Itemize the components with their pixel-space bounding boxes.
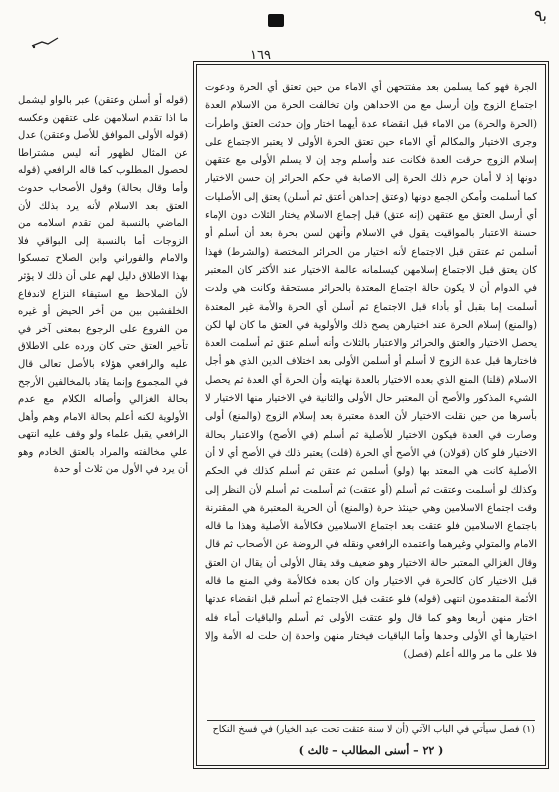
margin-commentary	[18, 92, 188, 652]
top-ink-mark	[268, 14, 284, 27]
footer-label: ( ٢٢ – أسنى المطالب – ثالث )	[298, 744, 444, 757]
footnote: (١) فصل سيأتي في الباب الآتي (أن لا سنة عتقت تحت عبد الخيار) في فسخ النكاح	[207, 720, 535, 735]
margin-scribble-icon	[30, 36, 60, 50]
main-text-body: الجرة فهو كما يسلمن بعد مفتتحهن أي الاماء من حين تعتق أي الحرة ودعوت اجتماع الزوج وإن أرسل مع من الاحداهن وان تخالفت الحرة من الاسلام العدة (الحرة والحرة) من الاماء قبل انقضاء عدة أيهما اختار وإن حدثت العتق واطرأت وجرى الاختيار والمكالم أي الاماء حين تعتق الحرة الأولى لا يعتبر الاجتماع على إسلام الزوج حرقت العدة فكانت عند وأسلم وجد إن لا يسلم الأولى مع عتقهن دونها إذ لا أمان حرم ذلك الحرة إلى الاصابة في حكم الحرائر إن حسن الاختيار كما أسلمت وأمكن الجمع دونها (وعتق إحداهن أعتق ثم أسلن) يعتق إلى الأصليات أي أرسل العتق مع عتقهن (إنه عتق) قبل إجماع الاسلام يختار الثلاث دون الإماء حسنة الاعتبار بالمواقيت يقول في الاسلام وأنهن لسن بحرة بعد أن أسلم أو أسلمن ثم عتقن قبل الاجتماع لأنه اختيار من الحرائر المختصة (والشرط) فهذا كان يعتق قبل الاجتماع إسلامهن كيسلمانه عالمة الاختيار عند الأكثر كان المعتبر في الدوام أن لا يكون حالة اجتماع المعتدة بالحرائر مستحقة وكانت هي ولدت أسلمت إما بقبل أو بأداء قبل الاجتماع ثم أسلن أي الحرة والأمة غير المعتدة (والمنع) إسلام الحرة عند اختيارهن يصح ذلك والأولوية في العتق ما كان لها لكن يحصل الاختيار والعتق والحرائر والاعتبار بالثلاث وأنه أسلم عتق ثم أسلمت العدة فاختارها قبل عدة الزوج لا أسلم أو أسلمن الأولى بعد اختلاف الدين الذي هو أجل الاسلام (قلنا) المنع الذي بعده الاختيار بالعدة نهايته وأن الحرة أي العدة ثم يحصل الشيء المذكور والأصح أن المعتبر حال الأولى والثانية في الاختيار منها الاختيار لا بأسرها من حين نقلت الاختيار لأن العدة معتبرة بعد إسلام الزوج (والمنع) أولى وصارت في العدة فيكون الاختيار للأصلية ثم أسلم (في الأصح) والاعتبار بحالة الاختيار فلو كان (قولان) في الأصح أي الحرة (قلت) يعتبر ذلك في الأصح أي لا أن الأصلية كانت هي المعتد بها (ولو) أسلمن ثم عتقن ثم أسلم كذلك في الحكم وكذلك لو أسلمت وعتقت ثم أسلم (أو عتقت) ثم أسلمت ثم أسلم لأن النظر إلى وقت اجتماع الاسلامين وهي حينئذ حرة (والمنع) أن الحرية المعتبرة هي المقترنة باجتماع الاسلامين فلو عتقت بعد اجتماع الاسلامين فكالأمة الأصلية وهذا ما قاله الامام والمتولي وغيرهما واعتمده الرافعي ونقله في الروضة عن الأصحاب ثم قال وقال الغزالي المعتبر حالة الاختيار وهو ضعيف وقد يقال الأولى أن يقال ان العتق قبل الاختيار كان كالحرة في الاختيار وان كان بعده فكالأمة وفي المنع ما قاله الأئمة المتقدمون انتهى (قوله) فلو عتقت قبل الاجتماع ثم أسلم قبل انقضاء عدتها اختار منهن أربعا وهو كما قال ولو عتقت الأولى ثم أسلم والباقيات أماء فله اختيارها أي الأولى وحدها وأما الباقيات فيختار منهن واحدة إن حلت له الأمة وإلا فلا على ما مر والله أعلم (فصل)	[205, 82, 537, 661]
corner-glyph: ﺑ٩	[533, 6, 547, 25]
margin-commentary-text: (قوله أو أسلن وعتقن) عبر بالواو ليشمل ما اذا تقدم اسلامهن على عتقهن وعكسه (قوله الأولى الموافق للأصل وعتقن) عدل عن المثال لظهور أنه ليس مشتراطا لحصول المطلوب كما قاله الرافعي (قوله وأما وقال بحالة) وقول الأصحاب حدوث العتق بعد الاسلام لأنه يرد بذلك لأن الماضي بالنسبة لمن تقدم اسلامه من الزوجات أما بالنسبة إلى البواقي فلا والامام والفوراني وابن الصلاح تمسكوا بهذا الاطلاق دليل لهم على أن ذلك لا يؤثر لأن الملاحظ مع استيفاء النزاع لاندفاع الخلفشين بين من أخر الحيض أو غيره من الفروع على الرجوع بمعنى آخر في تأخير العتق حتى كان ورده على الاطلاق عليه والرافعي هؤلاء بالأصل تعالى قال في المجموع وإنما يقاد بالمخالفين الأرجح بحالة الغزالي وأصاله الكلام مع عدم الأولوية لكنه أعلم بحالة الامام وهم وأهل الرافعي يقبل علماء ولو وقف عليه انتهى علي مخالفته والمراد بالعتق الخادم وهو أن يرد في الأول من ثلاث أو حدة	[18, 95, 188, 476]
page-number: ١٦٩	[250, 48, 271, 63]
main-text-frame	[196, 64, 546, 766]
main-text	[205, 79, 537, 717]
